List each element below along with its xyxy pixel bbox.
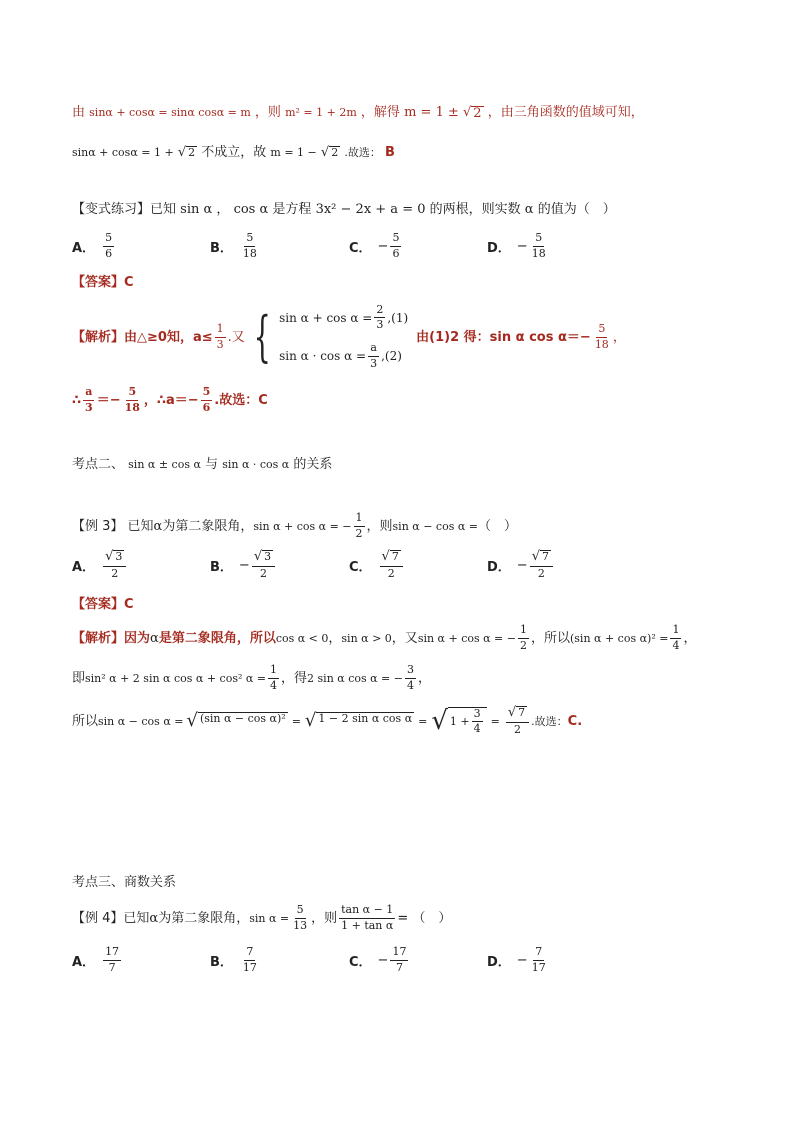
text: ，: [612, 329, 626, 345]
answer-tag: 【答案】C: [72, 275, 134, 290]
math-expr: m² = 1 + 2m: [285, 106, 357, 119]
question-prefix: 【变式练习】已知: [72, 202, 177, 217]
text: ，则: [254, 105, 281, 120]
sqrt-expr: √ 2: [177, 145, 196, 160]
example-3-analysis-line-3: 所以 sin α − cos α = √ (sin α − cos α)² = √ 1 − 2 sin α cos α = √ 1 + $\frac{3}{4}$ = √ 7 2 .故选： C.: [72, 705, 583, 737]
option-a: A． $\frac{5}{6}$: [72, 231, 113, 260]
text: 由△≥0知，a≤: [124, 329, 213, 345]
variant-question: [72, 203, 616, 216]
therefore-line: ∴ $\frac{a}{3}$ ＝− $\frac{5}{18}$ ，∴a＝− $\frac{5}{6}$ .故选：C: [72, 385, 268, 414]
text: 的值为（ ）: [537, 202, 616, 217]
example-3-analysis-line-2: 即 sin² α + 2 sin α cos α + cos² α = $\frac{1}{4}$ ，得 2 sin α cos α = − $\frac{3}{4}$ ，: [72, 663, 431, 692]
option-a: A． $\frac{17}{7}$: [72, 945, 120, 974]
option-c: C． √ 7 2: [349, 550, 405, 581]
solution-line-2: [72, 146, 395, 159]
variant-analysis: 【解析】 由△≥0知，a≤ $\frac{1}{3}$ .又 { sin α + cos α = $\frac{2}{3}$ ,(1) sin α · cos α = $\frac{a}{3}$ ,(2) 由(1)2 得：sin α cos α＝− $\frac{5}{18}$ ，: [72, 302, 626, 370]
math-expr: 3x² − 2x + a = 0: [315, 202, 426, 217]
option-c: C． − $\frac{17}{7}$: [349, 945, 407, 974]
option-d: D． − $\frac{5}{18}$: [487, 231, 546, 260]
example-4-question: 【例 4】已知 α 为第二象限角， sin α = $\frac{5}{13}$ ，则 $\frac{\text{tan α − 1}}{\text{1 + tan α}}$ = （ ）: [72, 903, 452, 932]
math-expr: sin α: [180, 202, 213, 217]
math-expr: sinα + cosα = 1 +: [72, 146, 174, 159]
math-expr: m = 1 −: [270, 146, 317, 159]
text: 由(1)2 得：sin α cos α＝−: [416, 329, 591, 345]
math-expr: m = 1 ±: [404, 105, 459, 120]
text: .故选：: [344, 146, 381, 159]
option-b: B． − √ 3 2: [210, 550, 277, 581]
example-3-question: 【例 3】 已知 α 为第二象限角， sin α + cos α = − $\frac{1}{2}$ ，则 sin α − cos α = （ ）: [72, 511, 517, 540]
option-b: B． $\frac{7}{17}$: [210, 945, 257, 974]
equation-system: sin α + cos α = $\frac{2}{3}$ ,(1) sin α · cos α = $\frac{a}{3}$ ,(2): [279, 302, 409, 370]
section-title-2: 考点二、 sin α ± cos α 与 sin α · cos α 的关系: [72, 457, 333, 472]
math-expr: sinα + cosα = sinα cosα = m: [89, 106, 251, 119]
solution-line-1: [72, 106, 644, 120]
option-d: D． − $\frac{7}{17}$: [487, 945, 546, 974]
example-3-analysis-line-1: 【解析】 因为 α 是第二象限角，所以 cos α < 0 ， sin α > 0 ，又 sin α + cos α = − $\frac{1}{2}$ ，所以 (sin α + cos α)² = $\frac{1}{4}$ ，: [72, 623, 697, 652]
sqrt-expr: √ 2: [463, 105, 482, 121]
text: 由: [72, 105, 86, 120]
math-expr: α: [524, 202, 534, 217]
text: 的两根，则实数: [429, 202, 521, 217]
math-expr: cos α: [233, 202, 269, 217]
text: 不成立，故: [201, 145, 267, 160]
text: ，由三角函数的值域可知，: [487, 105, 644, 120]
text: ，解得: [360, 105, 400, 120]
text: .又: [227, 329, 245, 345]
analysis-tag: 【解析】: [72, 329, 125, 345]
text: 是方程: [272, 202, 312, 217]
option-c: C． − $\frac{5}{6}$: [349, 231, 400, 260]
option-a: A． √ 3 2: [72, 550, 128, 581]
option-d: D． − √ 7 2: [487, 550, 555, 581]
text: ，: [216, 202, 230, 217]
section-title-3: 考点三、商数关系: [72, 875, 177, 890]
answer-tag: 【答案】C: [72, 597, 134, 612]
answer-letter: B: [384, 145, 395, 160]
sqrt-expr: √ 2: [320, 145, 339, 160]
option-b: B． $\frac{5}{18}$: [210, 231, 257, 260]
